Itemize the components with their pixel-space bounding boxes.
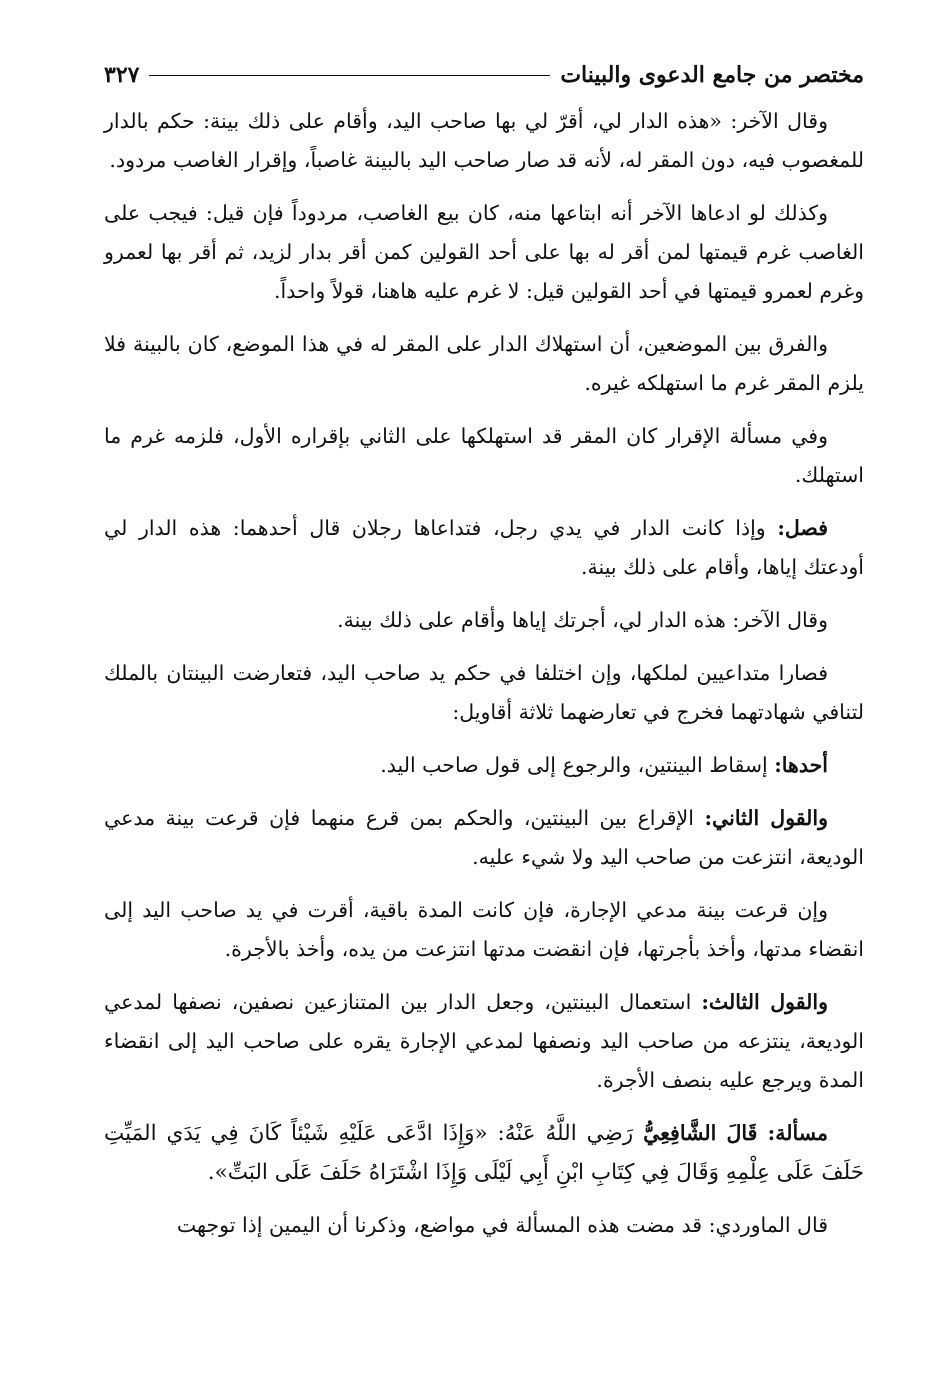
section-fasl: فصل: وإذا كانت الدار في يدي رجل، فتداعاها رجلان قال أحدهما: هذه الدار لي أودعتك إياها، وأقام على ذلك بينة. — [104, 516, 864, 579]
paragraph-6: وقال الآخر: هذه الدار لي، أجرتك إياها وأقام على ذلك بينة. — [337, 608, 828, 632]
document-page — [104, 58, 864, 1259]
paragraph-2: وكذلك لو ادعاها الآخر أنه ابتاعها منه، كان بيع الغاصب، مردوداً فإن قيل: فيجب على الغاصب غرم قيمتها لمن أقر له بها على أحد القولين كمن أقر بدار لزيد، ثم أقر بها لعمرو وغرم لعمرو قيمتها في أحد القولين قيل: لا غرم عليه هاهنا، قولاً واحداً. — [104, 201, 864, 303]
paragraph-4: وفي مسألة الإقرار كان المقر قد استهلكها على الثاني بإقراره الأول، فلزمه غرم ما استهلك. — [104, 424, 864, 487]
opinion-lead: والقول الثالث: — [701, 990, 828, 1014]
paragraph-3: والفرق بين الموضعين، أن استهلاك الدار على المقر له في هذا الموضع، كان بالبينة فلا يلزم المقر غرم ما استهلكه غيره. — [104, 332, 864, 395]
header-rule — [149, 75, 550, 76]
masala-quote: مسألة: قَالَ الشَّافِعِيُّ رَضِي اللَّهُ عَنْهُ: «وَإِذَا ادَّعَى عَلَيْهِ شَيْئاً كَانَ فِي يَدَي المَيِّتِ حَلَفَ عَلَى عِلْمِهِ وَقَالَ فِي كِتَابِ ابْنِ أَبِي لَيْلَى وَإِذَا اشْتَرَاهُ حَلَفَ عَلَى البَتِّ». — [104, 1121, 864, 1185]
page-number: ٣٢٧ — [104, 62, 140, 88]
paragraph-1: وقال الآخر: «هذه الدار لي، أقرّ لي بها صاحب اليد، وأقام على ذلك بينة: حكم بالدار للمغصوب فيه، دون المقر له، لأنه قد صار صاحب اليد بالبينة غاصباً، وإقرار الغاصب مردود. — [104, 109, 864, 172]
paragraph-13: قال الماوردي: قد مضت هذه المسألة في مواضع، وذكرنا أن اليمين إذا توجهت — [176, 1213, 828, 1237]
paragraph-10: وإن قرعت بينة مدعي الإجارة، فإن كانت المدة باقية، أقرت في يد صاحب اليد إلى انقضاء مدتها، وأخذ بأجرتها، فإن انقضت مدتها انتزعت من يده، وأخذ بالأجرة. — [104, 898, 864, 961]
paragraph-7: فصارا متداعيين لملكها، وإن اختلفا في حكم يد صاحب اليد، فتعارضت البينتان بالملك لتنافي شهادتهما فخرج في تعارضهما ثلاثة أقاويل: — [104, 661, 864, 724]
opinion-lead: والقول الثاني: — [704, 806, 829, 830]
section-lead: فصل: — [777, 516, 828, 540]
running-header — [104, 58, 864, 92]
opinion-lead: أحدها: — [774, 753, 828, 777]
opinion-second: والقول الثاني: الإقراع بين البينتين، والحكم بمن قرع منهما فإن قرعت بينة مدعي الوديعة، انتزعت من صاحب اليد ولا شيء عليه. — [104, 806, 864, 869]
opinion-first: أحدها: إسقاط البينتين، والرجوع إلى قول صاحب اليد. — [380, 753, 828, 777]
header-title: مختصر من جامع الدعوى والبينات — [560, 62, 864, 88]
opinion-third: والقول الثالث: استعمال البينتين، وجعل الدار بين المتنازعين نصفين، نصفها لمدعي الوديعة، ينتزعه من صاحب اليد ونصفها لمدعي الإجارة يقره على صاحب اليد إلى انقضاء المدة ويرجع عليه بنصف الأجرة. — [104, 990, 864, 1092]
masala-lead: مسألة: قَالَ الشَّافِعِيُّ — [643, 1121, 828, 1145]
